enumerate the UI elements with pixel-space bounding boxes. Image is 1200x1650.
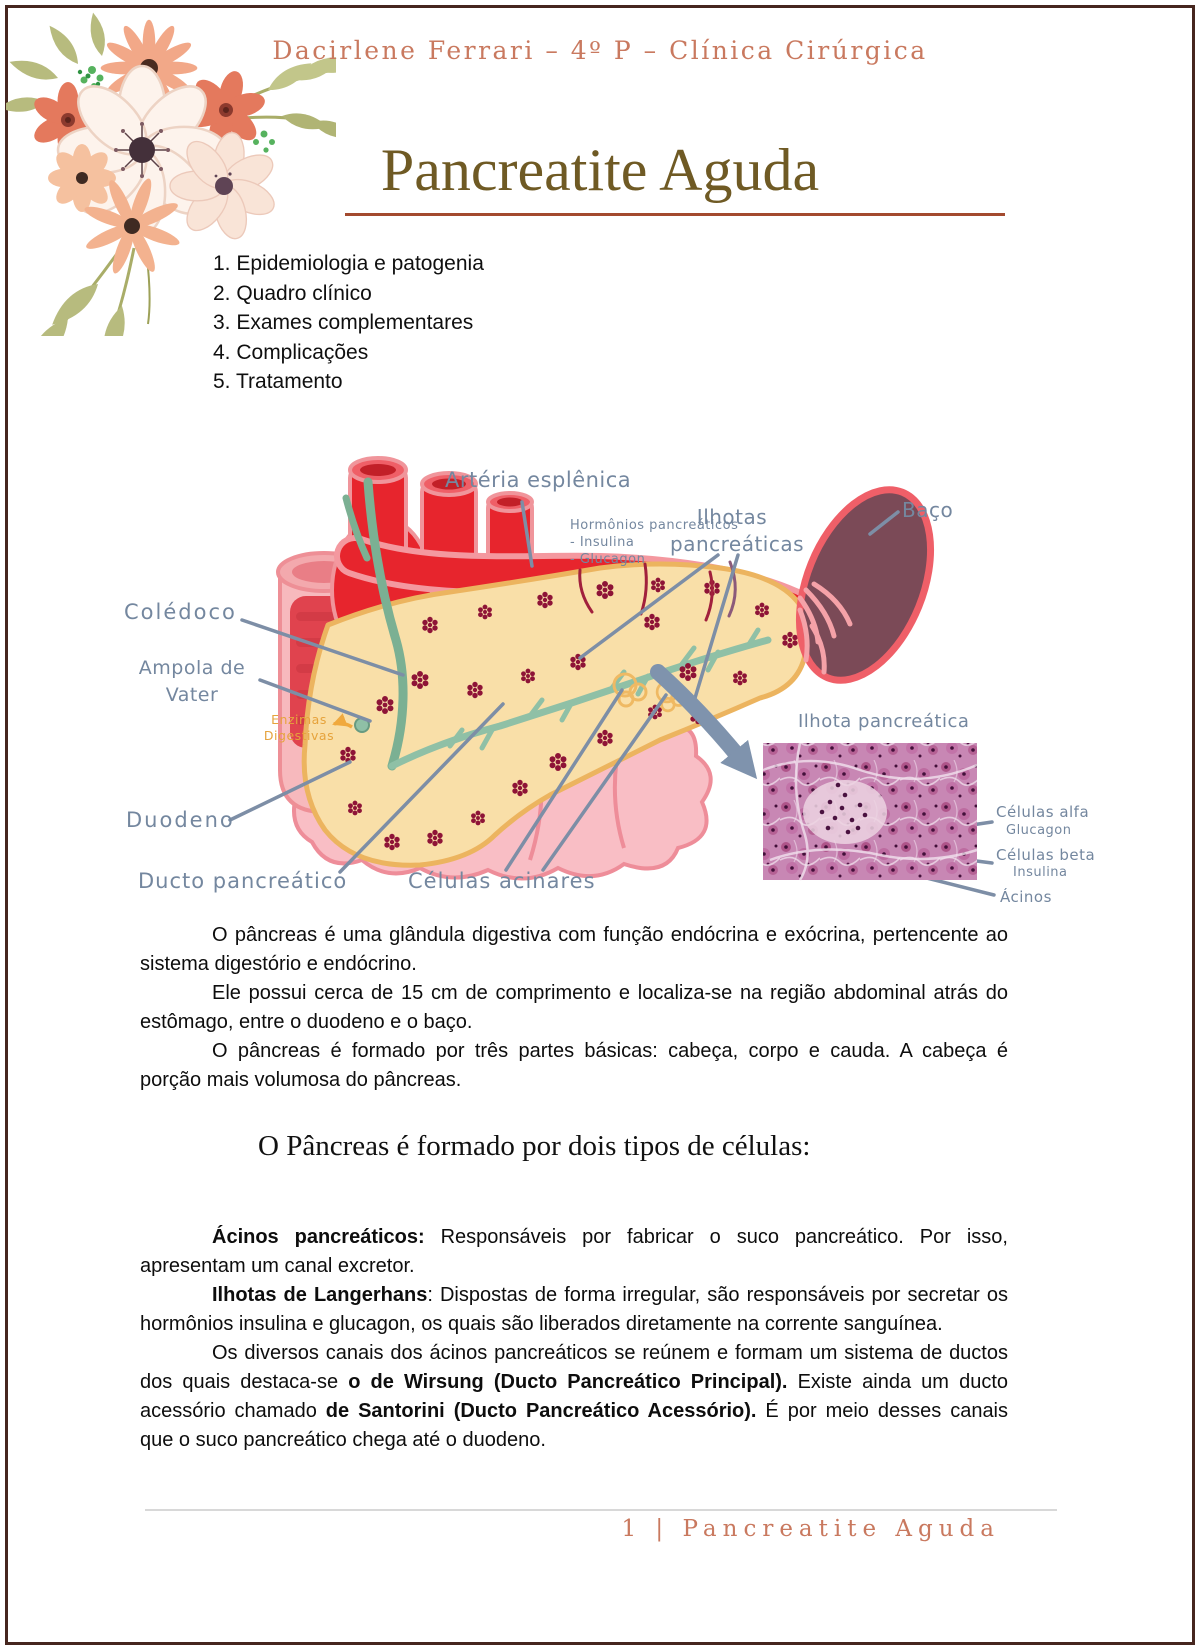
label-arteria-esplenica: Artéria esplênica: [445, 468, 632, 492]
body-text-segment: : Dispostas de forma irregular, são responsáveis por secretar os hormônios insulina e glucagon, os quais são liberados diretamente na corrente sanguínea.: [140, 1284, 1008, 1335]
label-coledoco: Colédoco: [124, 600, 237, 624]
label-line: Ilhotas: [696, 505, 768, 529]
toc-item: 5. Tratamento: [213, 370, 343, 393]
page-title: Pancreatite Aguda: [380, 137, 820, 203]
footer-divider: [145, 1509, 1057, 1511]
paragraph: O pâncreas é formado por três partes básicas: cabeça, corpo e cauda. A cabeça é porção mais volumosa do pâncreas.: [140, 1040, 1008, 1091]
toc-item: 3. Exames complementares: [213, 311, 474, 334]
label-acinos: Ácinos: [1000, 888, 1052, 906]
body-text-segment: Responsáveis por fabricar o suco pancreático. Por isso, apresentam um canal excretor.: [140, 1226, 1008, 1277]
label-celulas-acinares: Células acinares: [408, 869, 596, 893]
label-ilhotas-pancreaticas: [670, 504, 805, 558]
label-glucagon: Glucagon: [1006, 823, 1072, 838]
paragraph: [140, 1339, 1008, 1455]
label-baco: Baço: [902, 498, 954, 522]
toc-item: 2. Quadro clínico: [213, 281, 372, 305]
bold-text: Ilhotas de Langerhans: [212, 1284, 428, 1306]
label-enzimas-digestivas: [262, 712, 336, 744]
paragraph: O pâncreas é uma glândula digestiva com função endócrina e exócrina, pertencente ao sistema digestório e endócrino.: [140, 924, 1008, 975]
page-header-text: Dacirlene Ferrari – 4º P – Clínica Cirúrgica: [272, 36, 928, 65]
label-ducto-pancreatico: Ducto pancreático: [138, 869, 348, 893]
section-subtitle: O Pâncreas é formado por dois tipos de células:: [258, 1130, 811, 1162]
body-text-segment: Existe ainda um ducto acessório chamado: [140, 1371, 1008, 1422]
label-hormonios-insulina: - Insulina: [570, 535, 635, 550]
label-celulas-alfa: Células alfa: [996, 803, 1090, 821]
body-text-segment: Os diversos canais dos ácinos pancreáticos se reúnem e formam um sistema de ductos dos quais destaca-se: [140, 1342, 1008, 1393]
title-underline: [345, 213, 1005, 216]
histology-image: [763, 743, 977, 880]
label-line: Digestivas: [263, 728, 335, 743]
bold-text: de Santorini (Ducto Pancreático Acessório).: [325, 1400, 757, 1422]
label-duodeno: Duodeno: [126, 808, 235, 832]
label-insulina: Insulina: [1013, 865, 1068, 880]
label-line: Ampola de: [138, 657, 246, 679]
body-text: [140, 921, 1008, 1455]
paragraph: [140, 1223, 1008, 1281]
label-line: Vater: [165, 684, 219, 706]
label-line: Enzimas: [271, 712, 327, 727]
label-line: pancreáticas: [670, 532, 805, 556]
paragraph: Ele possui cerca de 15 cm de comprimento e localiza-se na região abdominal atrás do estômago, entre o duodeno e o baço.: [140, 982, 1008, 1033]
bold-text: Ácinos pancreáticos:: [212, 1226, 425, 1248]
toc-item: 1. Epidemiologia e patogenia: [213, 252, 484, 275]
body-text-segment: É por meio desses canais que o suco pancreático chega até o duodeno.: [140, 1400, 1009, 1451]
label-celulas-beta: Células beta: [996, 846, 1096, 864]
paragraph: [140, 1281, 1008, 1339]
footer-page-label: 1 | Pancreatite Aguda: [621, 1516, 1000, 1542]
label-ilhota-pancreatica: Ilhota pancreática: [798, 711, 970, 732]
label-hormonios-titulo: Hormônios pancreáticos: [570, 518, 739, 533]
toc-item: 4. Complicações: [213, 340, 369, 364]
topic-list: [213, 249, 484, 397]
bold-text: o de Wirsung (Ducto Pancreático Principal).: [348, 1371, 788, 1393]
label-hormonios-glucagon: - Glucagon: [570, 552, 646, 567]
label-ampola-de-vater: [131, 655, 253, 709]
